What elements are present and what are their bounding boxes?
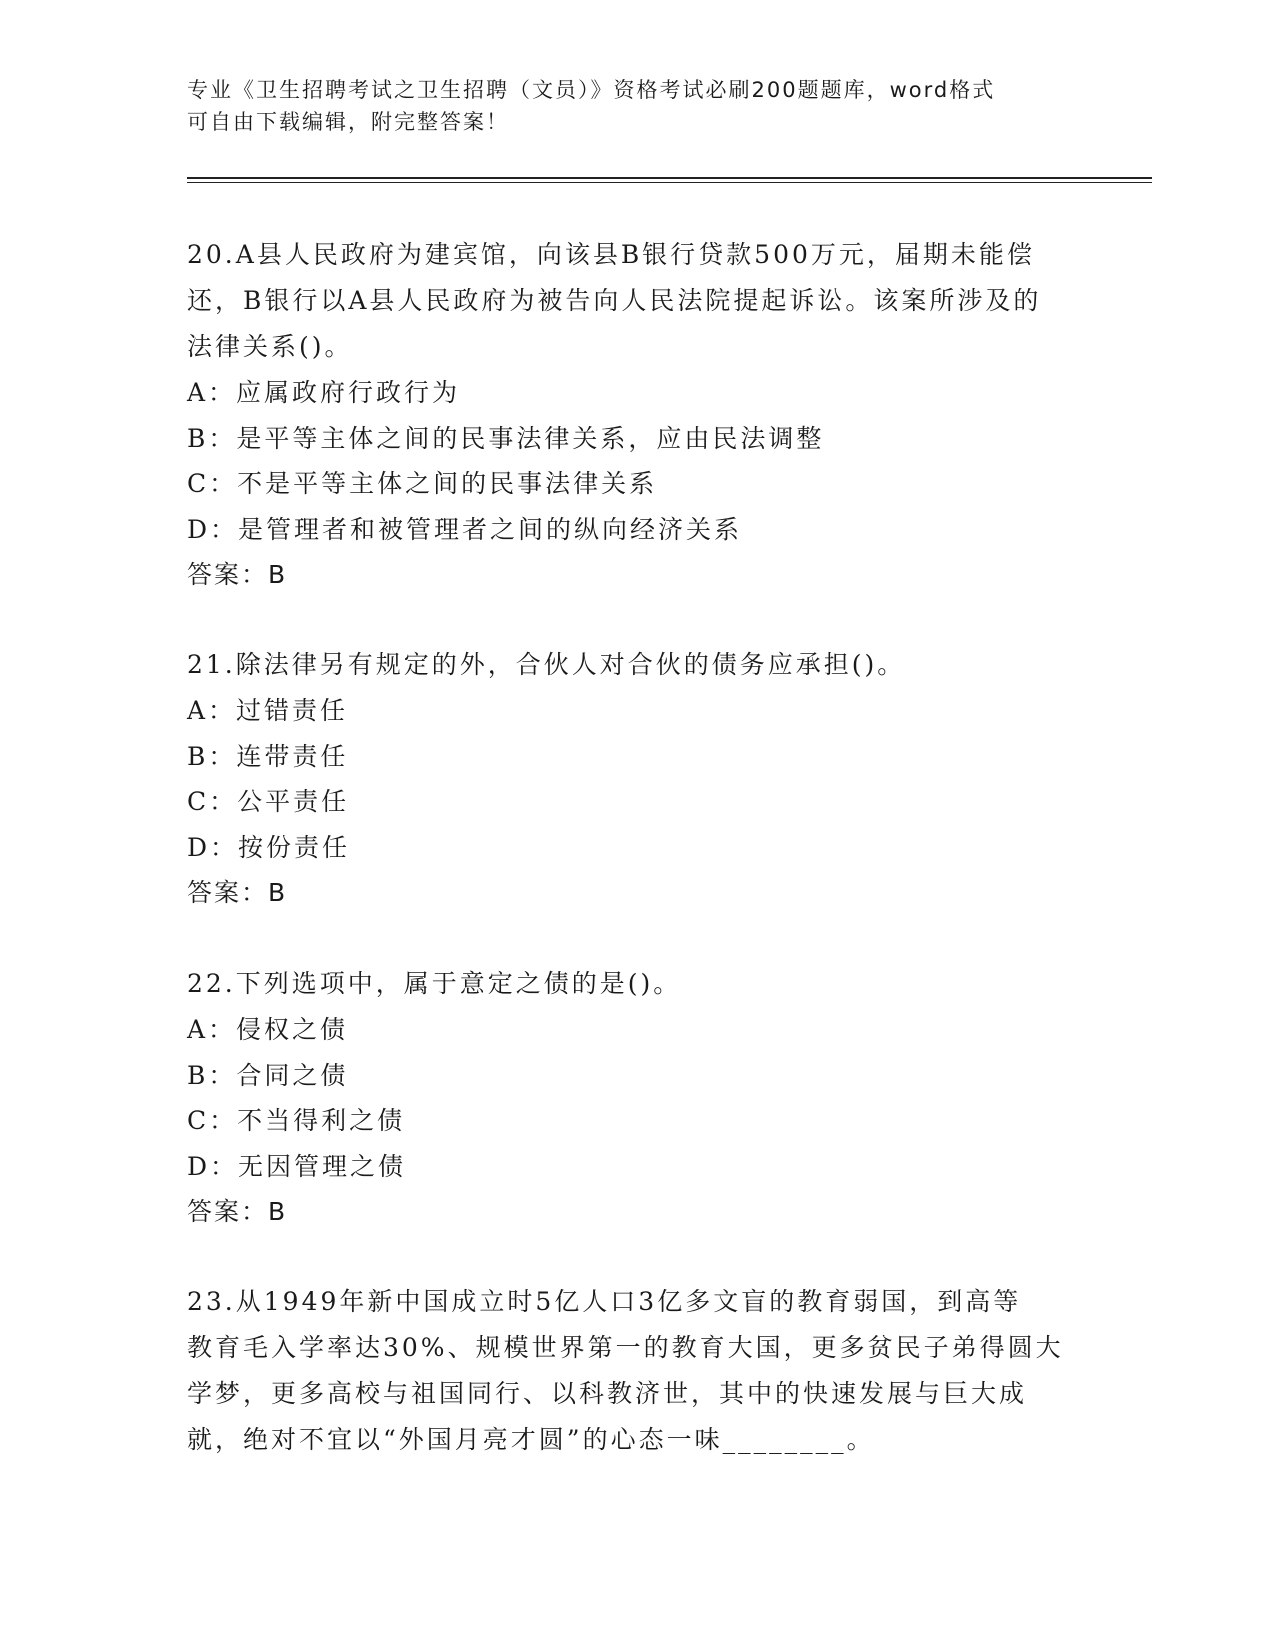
question-stem-line: 法律关系()。 [187,332,353,361]
option-c: C：不是平等主体之间的民事法律关系 [187,469,658,498]
option-a: A：应属政府行政行为 [187,378,461,407]
header-divider-thick [187,177,1152,179]
question-21 [187,642,1087,916]
option-d: D：是管理者和被管理者之间的纵向经济关系 [187,514,743,544]
header-line-2: 可自由下载编辑，附完整答案！ [187,110,509,134]
answer-line: 答案：B [187,1197,288,1226]
option-c: C：不当得利之债 [187,1106,406,1135]
option-c: C：公平责任 [187,787,350,816]
document-header [187,74,1067,138]
option-d: D：按份责任 [187,832,351,862]
answer-line: 答案：B [187,878,288,907]
question-stem-line: 21.除法律另有规定的外，合伙人对合伙的债务应承担()。 [187,650,906,679]
question-stem-line: 22.下列选项中，属于意定之债的是()。 [187,969,682,998]
question-stem-line: 学梦，更多高校与祖国同行、以科教济世，其中的快速发展与巨大成 [187,1379,1028,1408]
option-b: B：连带责任 [187,741,349,771]
option-a: A：侵权之债 [187,1015,349,1044]
header-divider-thin [187,182,1152,183]
option-b: B：是平等主体之间的民事法律关系，应由民法调整 [187,423,825,453]
header-line-1: 专业《卫生招聘考试之卫生招聘（文员）》资格考试必刷200题题库，word格式 [187,78,996,102]
question-stem-line: 20.A县人民政府为建宾馆，向该县B银行贷款500万元，届期未能偿 [187,240,1035,269]
answer-line: 答案：B [187,560,288,589]
question-stem-line: 23.从1949年新中国成立时5亿人口3亿多文盲的教育弱国，到高等 [187,1287,1022,1316]
question-stem-line: 教育毛入学率达30%、规模世界第一的教育大国，更多贫民子弟得圆大 [187,1333,1064,1362]
question-22 [187,961,1087,1235]
question-stem-line: 还，B银行以A县人民政府为被告向人民法院提起诉讼。该案所涉及的 [187,286,1042,315]
option-b: B：合同之债 [187,1060,349,1090]
question-stem-line: 就，绝对不宜以“外国月亮才圆”的心态一味________。 [187,1425,875,1454]
question-23 [187,1279,1087,1463]
question-20 [187,232,1087,598]
option-d: D：无因管理之债 [187,1151,407,1181]
option-a: A：过错责任 [187,696,349,725]
